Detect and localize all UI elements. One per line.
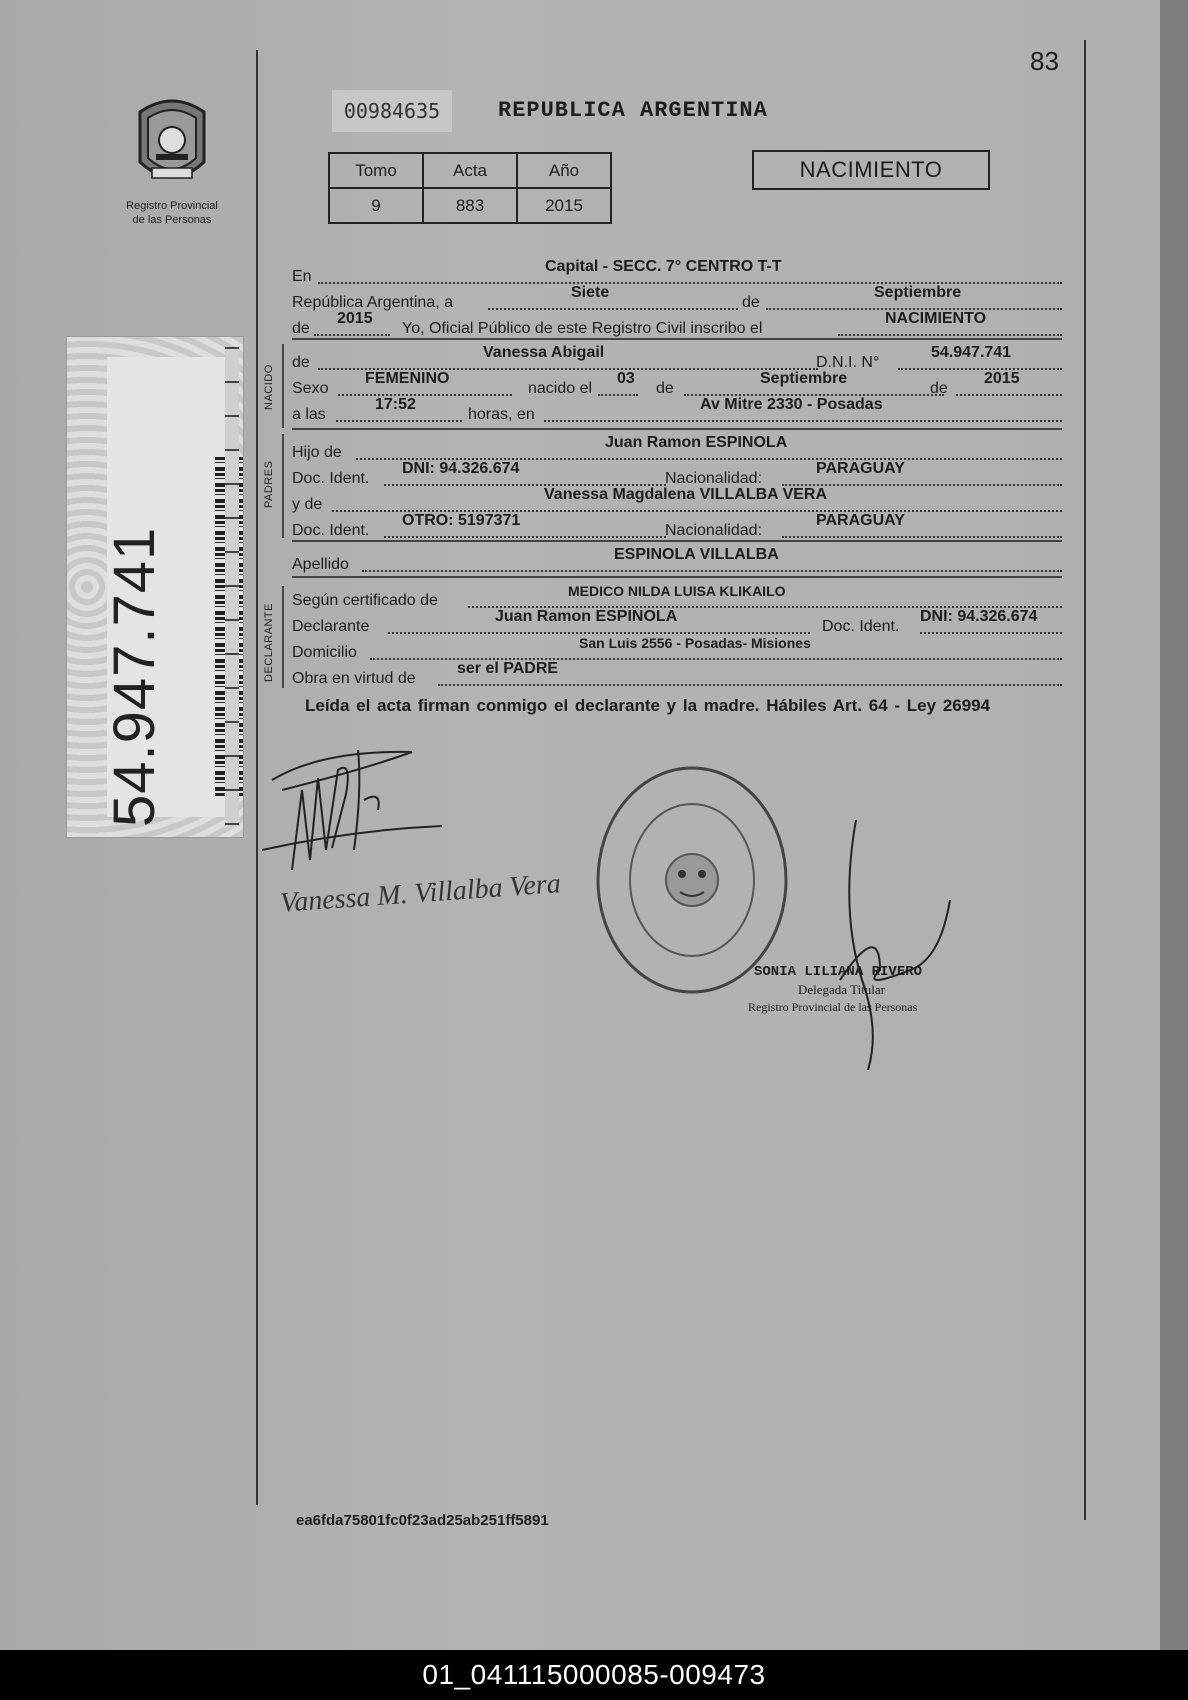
doc-ident-label: Doc. Ident. [292,470,370,487]
dotted-line [338,394,512,396]
dotted-line [438,684,1062,686]
registry-caption-line1: Registro Provincial [126,200,218,212]
province-seal-logo [130,92,214,192]
day-word-value: Siete [571,284,610,301]
mother-doc-value: OTRO: 5197371 [402,512,521,529]
dotted-line [488,308,738,310]
obra-value: ser el PADRE [457,660,559,677]
dotted-line [920,632,1062,634]
birth-day-value: 03 [617,370,635,387]
certificado-label: Según certificado de [292,592,438,609]
obra-label: Obra en virtud de [292,670,416,687]
en-label: En [292,268,312,285]
official-signature [770,820,970,1070]
sexo-value: FEMENINO [365,370,450,387]
father-nationality-value: PARAGUAY [816,460,905,477]
left-margin-line [256,50,258,1505]
right-margin-line [1084,40,1086,1520]
declarante-bracket [282,586,284,688]
sticker-inner-panel [102,357,225,827]
official-office: Registro Provincial de las Personas [748,1000,918,1014]
month-value: Septiembre [874,284,962,301]
country-heading: REPUBLICA ARGENTINA [498,98,768,123]
doc-ident-label: Doc. Ident. [292,522,370,539]
tomo-acta-ano-table [328,152,612,224]
mother-name-value: Vanessa Magdalena VILLALBA VERA [544,486,828,503]
nacido-bracket [282,344,284,428]
sexo-label: Sexo [292,380,329,397]
value-tomo: 9 [329,188,423,223]
place-value: Capital - SECC. 7° CENTRO T-T [545,258,782,275]
closing-statement: Leída el acta firman conmigo el declarante y la madre. Hábiles Art. 64 - Ley 26994 [305,696,991,715]
child-name-value: Vanessa Abigail [483,344,605,361]
hijo-de-label: Hijo de [292,444,342,461]
sticker-dni-number: 54.947.741 [102,526,167,827]
dotted-line [956,394,1062,396]
nacionalidad-label: Nacionalidad: [665,522,762,539]
dotted-line [898,368,1062,370]
de-label: de [742,294,760,311]
header-tomo: Tomo [329,153,423,188]
domicilio-label: Domicilio [292,644,357,661]
value-ano: 2015 [517,188,611,223]
official-name: SONIA LILIANA RIVERO [754,964,923,980]
mother-nationality-value: PARAGUAY [816,512,905,529]
apellido-label: Apellido [292,556,349,573]
nacionalidad-label: Nacionalidad: [665,470,762,487]
official-role: Delegada Titular [798,982,886,997]
row-yo [292,312,1062,338]
dotted-line [598,394,638,396]
dotted-line [838,334,1062,336]
dni-sticker [66,336,244,838]
declarante-label: Declarante [292,618,370,635]
nacido-el-label: nacido el [528,380,593,397]
father-name-value: Juan Ramon ESPINOLA [605,434,788,451]
year-value: 2015 [337,310,373,327]
registry-caption-line2: de las Personas [132,214,212,226]
dotted-line [544,420,1062,422]
de-label: de [930,380,948,397]
padres-bracket [282,434,284,538]
horas-label: horas, en [468,406,535,423]
certificado-value: MEDICO NILDA LUISA KLIKAILO [568,583,786,599]
mother-signature: Vanessa M. Villalba Vera [279,868,562,919]
declarante-doc-value: DNI: 94.326.674 [920,608,1038,625]
declarante-name-value: Juan Ramon ESPINOLA [495,608,678,625]
footer-id-strip: 01_041115000085-009473 [0,1650,1188,1700]
row-domicilio [292,636,1062,662]
apellido-value: ESPINOLA VILLALBA [614,546,779,563]
de-label: de [656,380,674,397]
de-label: de [292,354,310,371]
row-hora [292,398,1062,424]
dotted-line [782,536,1062,538]
doc-ident-label: Doc. Ident. [822,618,900,635]
page-number: 83 [1030,46,1059,76]
row-obra [292,662,1062,688]
dotted-line [362,570,1062,572]
child-dni-value: 54.947.741 [931,344,1012,361]
value-acta: 883 [423,188,517,223]
year-prefix-label: de [292,320,310,337]
dni-label: D.N.I. N° [816,354,880,371]
alas-label: a las [292,406,326,423]
birth-place-value: Av Mitre 2330 - Posadas [700,396,883,413]
row-mother-doc [292,514,1062,540]
birth-month-value: Septiembre [760,370,848,387]
birth-year-value: 2015 [984,370,1020,387]
dotted-line [384,536,666,538]
registry-caption [108,199,236,227]
act-value: NACIMIENTO [885,310,987,327]
header-ano: Año [517,153,611,188]
y-de-label: y de [292,496,323,513]
father-doc-value: DNI: 94.326.674 [402,460,520,477]
declarante-section-label: DECLARANTE [263,603,275,682]
padres-section-label: PADRES [263,460,275,508]
row-apellido [292,548,1062,574]
declarant-signature [262,730,452,880]
header-acta: Acta [423,153,517,188]
page-edge-shadow [1160,0,1188,1650]
domicilio-value: San Luis 2556 - Posadas- Misiones [579,635,811,651]
dotted-line [336,420,462,422]
time-value: 17:52 [375,396,416,413]
document-hash: ea6fda75801fc0f23ad25ab251ff5891 [296,1512,549,1529]
sticker-r-column [225,347,239,827]
nacido-section-label: NACIDO [263,364,275,410]
republica-label: República Argentina, a [292,294,453,311]
act-type-box: NACIMIENTO [752,150,990,190]
serial-number: 00984635 [332,90,452,132]
dotted-line [314,334,390,336]
yo-text: Yo, Oficial Público de este Registro Civil inscribo el [402,320,763,337]
